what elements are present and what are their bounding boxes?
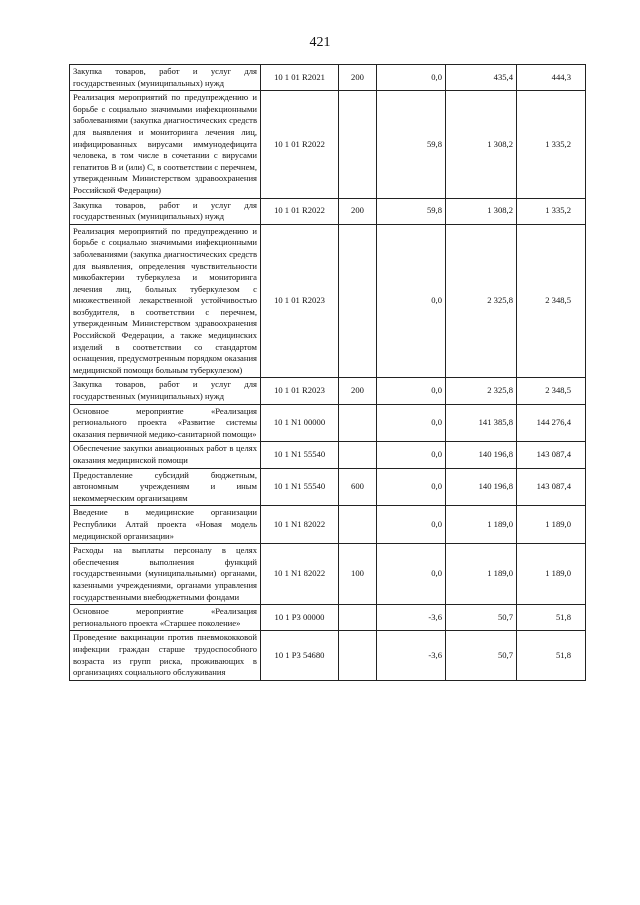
row-amount-1: 50,7 bbox=[446, 605, 517, 631]
row-amount-1: 435,4 bbox=[446, 65, 517, 91]
row-change: 0,0 bbox=[377, 378, 446, 404]
table-row bbox=[70, 631, 586, 680]
row-expense-type bbox=[339, 404, 377, 442]
row-expense-type bbox=[339, 605, 377, 631]
page-number: 421 bbox=[309, 35, 331, 50]
row-amount-2: 143 087,4 bbox=[517, 468, 586, 506]
row-amount-1: 1 189,0 bbox=[446, 506, 517, 544]
row-amount-1: 1 189,0 bbox=[446, 544, 517, 605]
row-change: 0,0 bbox=[377, 468, 446, 506]
table-row bbox=[70, 605, 586, 631]
row-expense-type bbox=[339, 506, 377, 544]
row-amount-2: 51,8 bbox=[517, 631, 586, 680]
row-expense-type bbox=[339, 91, 377, 198]
table-row bbox=[70, 468, 586, 506]
row-change: -3,6 bbox=[377, 605, 446, 631]
row-code: 10 1 N1 55540 bbox=[261, 442, 339, 468]
row-code: 10 1 N1 55540 bbox=[261, 468, 339, 506]
row-change: 59,8 bbox=[377, 91, 446, 198]
row-amount-2: 2 348,5 bbox=[517, 224, 586, 378]
row-code: 10 1 01 R2023 bbox=[261, 378, 339, 404]
row-expense-type bbox=[339, 224, 377, 378]
row-amount-2: 1 335,2 bbox=[517, 91, 586, 198]
table-row bbox=[70, 91, 586, 198]
row-change: 0,0 bbox=[377, 404, 446, 442]
row-amount-2: 1 189,0 bbox=[517, 506, 586, 544]
row-code: 10 1 N1 82022 bbox=[261, 544, 339, 605]
row-change: 0,0 bbox=[377, 506, 446, 544]
table-row bbox=[70, 544, 586, 605]
row-amount-2: 1 189,0 bbox=[517, 544, 586, 605]
row-name: Основное мероприятие «Реализация регионального проекта «Развитие системы оказания первичной медико-санитарной помощи» bbox=[70, 404, 261, 442]
table-row bbox=[70, 378, 586, 404]
table-row bbox=[70, 442, 586, 468]
row-amount-1: 1 308,2 bbox=[446, 91, 517, 198]
row-amount-2: 144 276,4 bbox=[517, 404, 586, 442]
row-change: 0,0 bbox=[377, 65, 446, 91]
row-code: 10 1 P3 00000 bbox=[261, 605, 339, 631]
row-amount-2: 2 348,5 bbox=[517, 378, 586, 404]
row-expense-type: 200 bbox=[339, 198, 377, 224]
table-row bbox=[70, 198, 586, 224]
row-amount-1: 2 325,8 bbox=[446, 224, 517, 378]
row-name: Закупка товаров, работ и услуг для государственных (муниципальных) нужд bbox=[70, 378, 261, 404]
table-row bbox=[70, 404, 586, 442]
row-amount-2: 143 087,4 bbox=[517, 442, 586, 468]
row-name: Введение в медицинские организации Республики Алтай проекта «Новая модель медицинской организации» bbox=[70, 506, 261, 544]
row-name: Основное мероприятие «Реализация регионального проекта «Старшее поколение» bbox=[70, 605, 261, 631]
table-row bbox=[70, 224, 586, 378]
row-name: Предоставление субсидий бюджетным, автономным учреждениям и иным некоммерческим организациям bbox=[70, 468, 261, 506]
row-code: 10 1 P3 54680 bbox=[261, 631, 339, 680]
row-code: 10 1 01 R2023 bbox=[261, 224, 339, 378]
row-code: 10 1 01 R2022 bbox=[261, 198, 339, 224]
row-change: 0,0 bbox=[377, 442, 446, 468]
budget-table bbox=[69, 64, 586, 681]
row-name: Реализация мероприятий по предупреждению и борьбе с социально значимыми инфекционными заболеваниями (закупка диагностических средств для выявления и мониторинга лечения лиц, инфицированных вирусами иммунодефицита человека, в том числе в сочетании с вирусами гепатитов В и (или) С, в соответствии с перечнем, утвержденным Министерством здравоохранения Российской Федерации) bbox=[70, 91, 261, 198]
row-amount-2: 1 335,2 bbox=[517, 198, 586, 224]
table-row bbox=[70, 65, 586, 91]
row-expense-type: 200 bbox=[339, 65, 377, 91]
table-row bbox=[70, 506, 586, 544]
row-change: -3,6 bbox=[377, 631, 446, 680]
row-name: Расходы на выплаты персоналу в целях обеспечения выполнения функций государственными (муниципальными) органами, казенными учреждениями, органами управления государственными внебюджетными фондами bbox=[70, 544, 261, 605]
row-expense-type: 200 bbox=[339, 378, 377, 404]
row-amount-2: 51,8 bbox=[517, 605, 586, 631]
row-amount-1: 2 325,8 bbox=[446, 378, 517, 404]
row-change: 0,0 bbox=[377, 544, 446, 605]
row-amount-1: 50,7 bbox=[446, 631, 517, 680]
row-code: 10 1 01 R2022 bbox=[261, 91, 339, 198]
row-amount-2: 444,3 bbox=[517, 65, 586, 91]
row-amount-1: 140 196,8 bbox=[446, 468, 517, 506]
row-name: Реализация мероприятий по предупреждению и борьбе с социально значимыми инфекционными заболеваниями (закупка диагностических средств для выявления, определения чувствительности микобактерии туберкулеза и мониторинга лечения лиц, больных туберкулезом с множественной лекарственной устойчивостью возбудителя, в соответствии с перечнем, утвержденным Министерством здравоохранения Российской Федерации, а также медицинских изделий в соответствии со стандартом оснащения, предусмотренным порядком оказания медицинской помощи больным туберкулезом) bbox=[70, 224, 261, 378]
row-name: Закупка товаров, работ и услуг для государственных (муниципальных) нужд bbox=[70, 198, 261, 224]
row-expense-type bbox=[339, 442, 377, 468]
row-amount-1: 140 196,8 bbox=[446, 442, 517, 468]
row-expense-type: 600 bbox=[339, 468, 377, 506]
row-name: Обеспечение закупки авиационных работ в целях оказания медицинской помощи bbox=[70, 442, 261, 468]
row-code: 10 1 N1 82022 bbox=[261, 506, 339, 544]
row-code: 10 1 N1 00000 bbox=[261, 404, 339, 442]
row-expense-type: 100 bbox=[339, 544, 377, 605]
row-change: 0,0 bbox=[377, 224, 446, 378]
row-expense-type bbox=[339, 631, 377, 680]
row-change: 59,8 bbox=[377, 198, 446, 224]
row-amount-1: 1 308,2 bbox=[446, 198, 517, 224]
row-amount-1: 141 385,8 bbox=[446, 404, 517, 442]
row-code: 10 1 01 R2021 bbox=[261, 65, 339, 91]
row-name: Проведение вакцинации против пневмококковой инфекции граждан старше трудоспособного возраста из групп риска, проживающих в организациях социального обслуживания bbox=[70, 631, 261, 680]
row-name: Закупка товаров, работ и услуг для государственных (муниципальных) нужд bbox=[70, 65, 261, 91]
